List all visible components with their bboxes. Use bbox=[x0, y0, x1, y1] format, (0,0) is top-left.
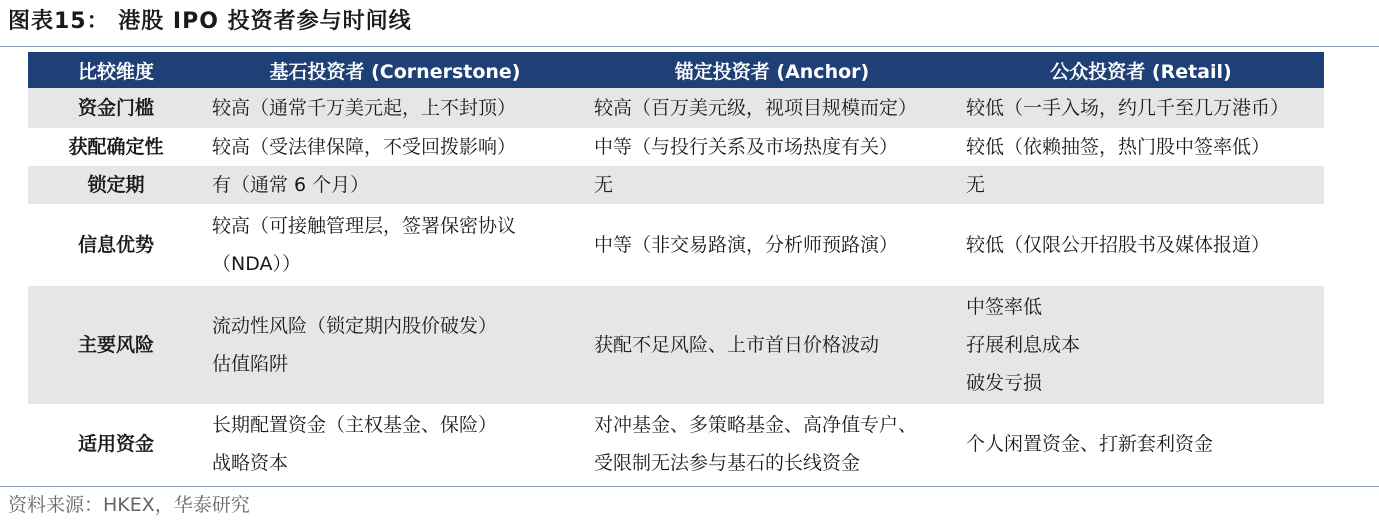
cell-cornerstone: 长期配置资金（主权基金、保险） 战略资本 bbox=[204, 404, 586, 484]
row-dimension: 获配确定性 bbox=[28, 128, 204, 166]
row-dimension: 适用资金 bbox=[28, 404, 204, 484]
table-row bbox=[28, 166, 1324, 204]
cell-cornerstone: 较高（可接触管理层，签署保密协议 （NDA）） bbox=[204, 204, 586, 286]
cell-anchor: 中等（非交易路演，分析师预路演） bbox=[586, 204, 958, 286]
table-row bbox=[28, 204, 1324, 286]
table-row bbox=[28, 404, 1324, 484]
source-note: 资料来源：HKEX，华泰研究 bbox=[8, 494, 250, 516]
table-row bbox=[28, 88, 1324, 128]
cell-anchor: 中等（与投行关系及市场热度有关） bbox=[586, 128, 958, 166]
cell-cornerstone: 有（通常 6 个月） bbox=[204, 166, 586, 204]
cell-retail: 中签率低 孖展利息成本 破发亏损 bbox=[958, 286, 1324, 404]
top-divider bbox=[0, 46, 1379, 47]
cell-retail: 无 bbox=[958, 166, 1324, 204]
row-dimension: 资金门槛 bbox=[28, 88, 204, 128]
row-dimension: 信息优势 bbox=[28, 204, 204, 286]
cell-retail: 较低（仅限公开招股书及媒体报道） bbox=[958, 204, 1324, 286]
header-anchor: 锚定投资者 (Anchor) bbox=[586, 52, 958, 88]
header-cornerstone: 基石投资者 (Cornerstone) bbox=[204, 52, 586, 88]
cell-retail: 较低（依赖抽签，热门股中签率低） bbox=[958, 128, 1324, 166]
table-header-row bbox=[28, 52, 1324, 88]
row-dimension: 锁定期 bbox=[28, 166, 204, 204]
figure-title: 图表15： 港股 IPO 投资者参与时间线 bbox=[8, 9, 412, 34]
table-row bbox=[28, 128, 1324, 166]
cell-retail: 个人闲置资金、打新套利资金 bbox=[958, 404, 1324, 484]
cell-anchor: 无 bbox=[586, 166, 958, 204]
cell-anchor: 较高（百万美元级，视项目规模而定） bbox=[586, 88, 958, 128]
comparison-table bbox=[28, 52, 1324, 484]
cell-anchor: 对冲基金、多策略基金、高净值专户、 受限制无法参与基石的长线资金 bbox=[586, 404, 958, 484]
cell-cornerstone: 较高（受法律保障，不受回拨影响） bbox=[204, 128, 586, 166]
cell-retail: 较低（一手入场，约几千至几万港币） bbox=[958, 88, 1324, 128]
cell-cornerstone: 流动性风险（锁定期内股价破发） 估值陷阱 bbox=[204, 286, 586, 404]
row-dimension: 主要风险 bbox=[28, 286, 204, 404]
bottom-divider bbox=[0, 486, 1379, 487]
header-dimension: 比较维度 bbox=[28, 52, 204, 88]
cell-anchor: 获配不足风险、上市首日价格波动 bbox=[586, 286, 958, 404]
table-row bbox=[28, 286, 1324, 404]
header-retail: 公众投资者 (Retail) bbox=[958, 52, 1324, 88]
cell-cornerstone: 较高（通常千万美元起，上不封顶） bbox=[204, 88, 586, 128]
